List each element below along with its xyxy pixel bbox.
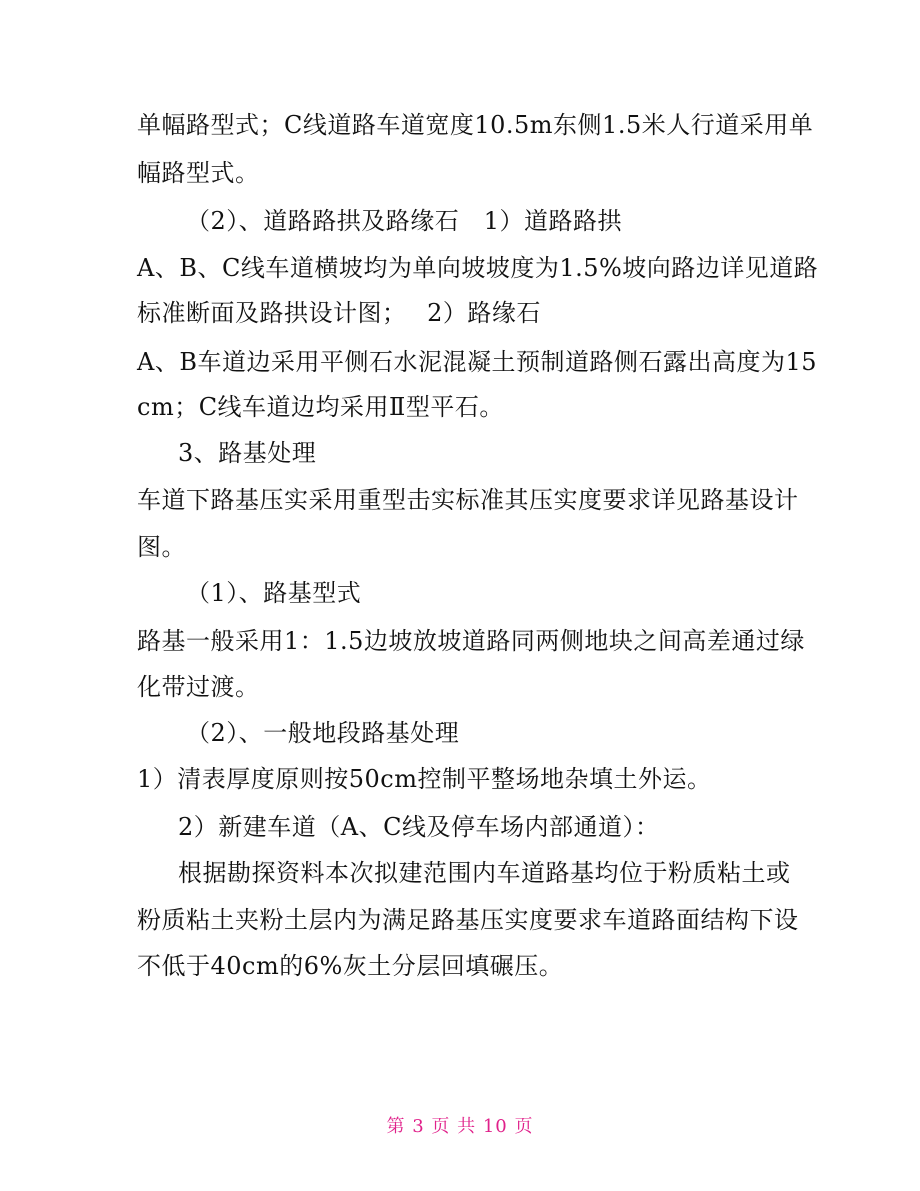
paragraph-line: A、B、C线车道横坡均为单向坡坡度为1.5%坡向路边详见道路	[137, 254, 819, 282]
section-heading: （2）、一般地段路基处理	[186, 719, 460, 747]
paragraph-line: 幅路型式。	[137, 159, 260, 187]
paragraph-line: 单幅路型式；C线道路车道宽度10.5m东侧1.5米人行道采用单	[137, 111, 814, 139]
paragraph-line: 1）清表厚度原则按50cm控制平整场地杂填土外运。	[137, 765, 712, 793]
paragraph-line: 根据勘探资料本次拟建范围内车道路基均位于粉质粘土或	[178, 859, 791, 887]
paragraph-line: 路基一般采用1：1.5边坡放坡道路同两侧地块之间高差通过绿	[137, 627, 805, 655]
paragraph-line: 粉质粘土夹粉土层内为满足路基压实度要求车道路面结构下设	[137, 906, 799, 934]
paragraph-line: 化带过渡。	[137, 673, 260, 701]
section-heading: （2）、道路路拱及路缘石 1）道路路拱	[186, 207, 623, 235]
paragraph-line: cm；C线车道边均采用Ⅱ型平石。	[137, 393, 504, 421]
paragraph-line: 标准断面及路拱设计图； 2）路缘石	[137, 299, 541, 327]
page-number-footer: 第 3 页 共 10 页	[386, 1116, 534, 1137]
section-heading: （1）、路基型式	[186, 579, 362, 607]
section-heading: 3、路基处理	[178, 439, 317, 467]
paragraph-line: 图。	[137, 533, 186, 561]
paragraph-line: 2）新建车道（A、C线及停车场内部通道）：	[178, 813, 660, 841]
paragraph-line: 车道下路基压实采用重型击实标准其压实度要求详见路基设计	[137, 486, 799, 514]
paragraph-line: A、B车道边采用平侧石水泥混凝土预制道路侧石露出高度为15	[137, 348, 818, 376]
paragraph-line: 不低于40cm的6%灰土分层回填碾压。	[137, 952, 564, 980]
